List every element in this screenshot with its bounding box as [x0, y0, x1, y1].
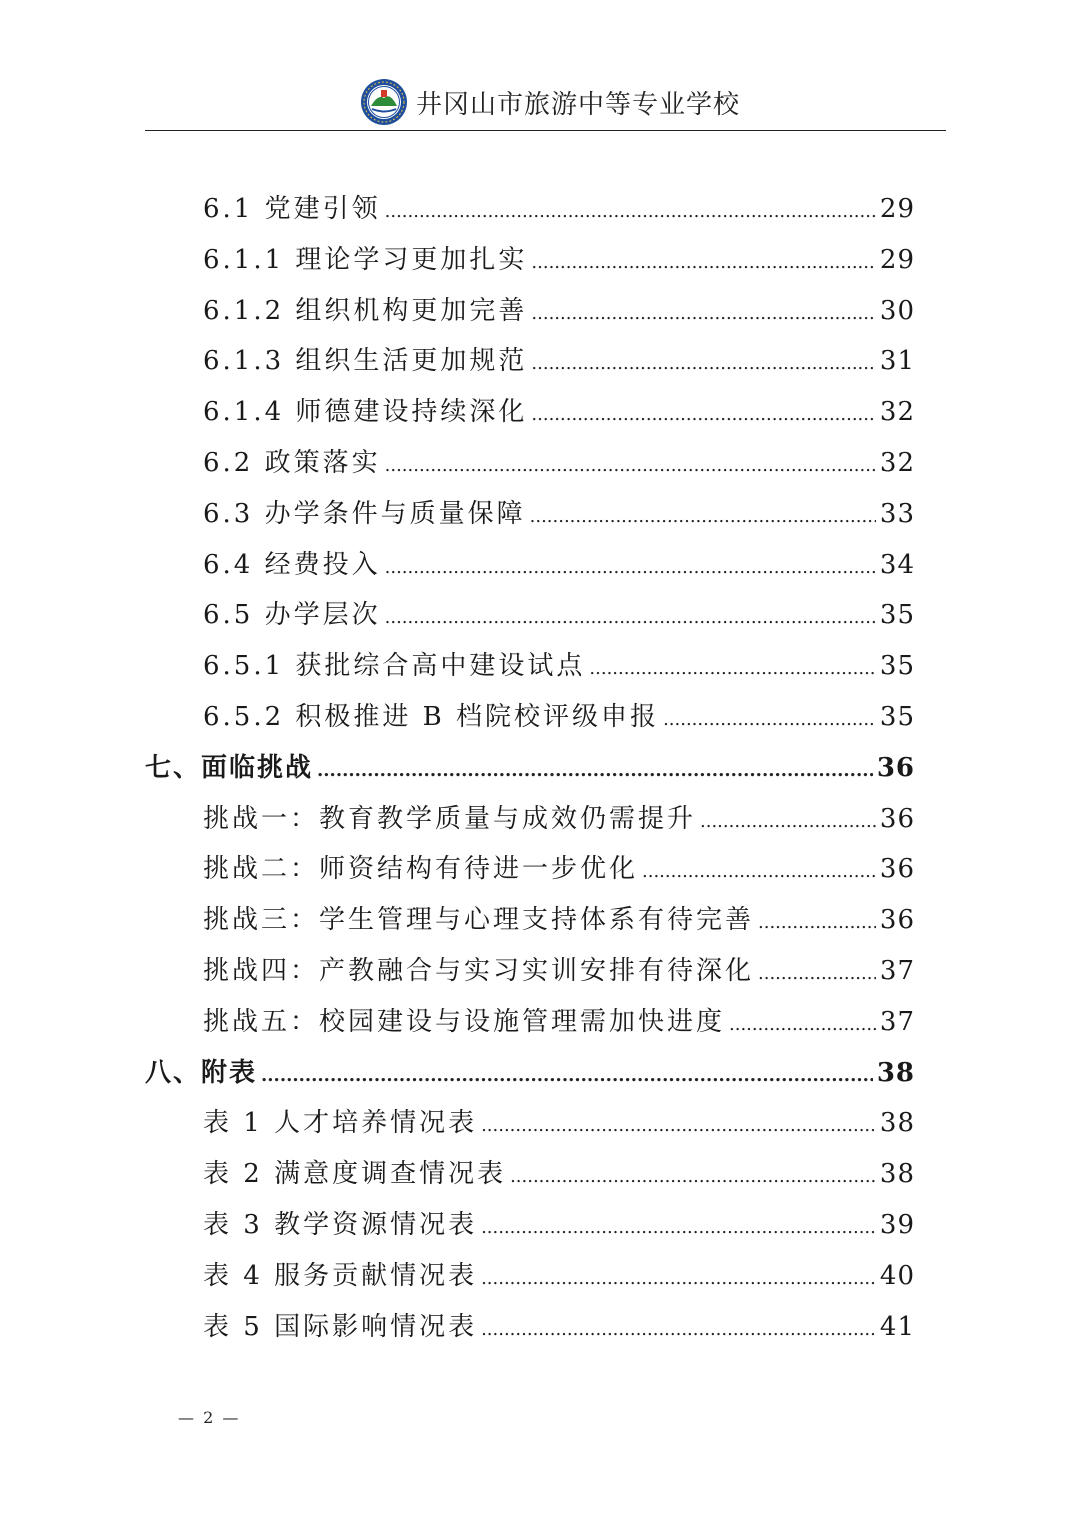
toc-entry-label: 七、面临挑战 — [145, 752, 314, 783]
toc-leader-dots — [385, 438, 876, 491]
toc-entry[interactable] — [145, 1149, 915, 1200]
toc-entry[interactable] — [145, 336, 915, 387]
table-of-contents — [145, 184, 915, 1352]
toc-entry-label: 挑战一：教育教学质量与成效仍需提升 — [203, 803, 697, 834]
toc-entry-label: 表 1 人才培养情况表 — [203, 1108, 478, 1139]
toc-entry-page: 35 — [879, 600, 915, 631]
toc-entry[interactable] — [145, 1048, 915, 1099]
toc-leader-dots — [481, 1200, 876, 1253]
toc-leader-dots — [531, 336, 875, 389]
toc-entry-label: 6.2 政策落实 — [203, 447, 381, 478]
toc-entry-label: 挑战二：师资结构有待进一步优化 — [203, 854, 639, 885]
page-header — [145, 74, 946, 131]
toc-entry-label: 挑战三：学生管理与心理支持体系有待完善 — [203, 905, 755, 936]
toc-entry[interactable] — [145, 438, 915, 489]
toc-leader-dots — [481, 1302, 876, 1355]
toc-entry[interactable] — [145, 1098, 915, 1149]
toc-entry[interactable] — [145, 387, 915, 438]
header-title-group — [360, 78, 740, 126]
toc-entry-page: 29 — [879, 194, 915, 224]
toc-leader-dots — [510, 1149, 876, 1202]
toc-entry-page: 36 — [876, 752, 915, 783]
toc-entry-label: 八、附表 — [145, 1057, 258, 1088]
toc-entry-label: 6.1.2 组织机构更加完善 — [203, 295, 528, 326]
toc-entry[interactable] — [145, 946, 915, 997]
toc-leader-dots — [531, 286, 875, 339]
toc-entry-page: 36 — [879, 854, 915, 885]
toc-entry-label: 6.5.2 积极推进 B 档院校评级申报 — [203, 701, 660, 732]
toc-entry-label: 6.1 党建引领 — [203, 194, 381, 224]
toc-leader-dots — [481, 1251, 876, 1304]
toc-entry-page: 32 — [879, 397, 915, 428]
toc-leader-dots — [758, 946, 876, 999]
toc-entry-page: 39 — [879, 1209, 915, 1240]
toc-entry-page: 33 — [879, 498, 915, 529]
toc-leader-dots — [663, 692, 876, 745]
school-emblem-icon — [360, 78, 408, 126]
toc-entry-page: 29 — [879, 244, 915, 275]
toc-entry-page: 40 — [879, 1260, 915, 1291]
toc-entry-page: 30 — [879, 295, 915, 326]
toc-entry-page: 41 — [879, 1311, 915, 1342]
toc-entry[interactable] — [145, 895, 915, 946]
toc-entry-page: 38 — [879, 1108, 915, 1139]
toc-entry-label: 表 5 国际影响情况表 — [203, 1311, 478, 1342]
toc-leader-dots — [481, 1098, 876, 1151]
toc-entry-page: 36 — [879, 803, 915, 834]
toc-entry[interactable] — [145, 641, 915, 692]
toc-entry-label: 表 4 服务贡献情况表 — [203, 1260, 478, 1291]
toc-entry-page: 36 — [879, 905, 915, 936]
toc-entry-label: 6.5 办学层次 — [203, 600, 381, 631]
toc-entry-label: 挑战四：产教融合与实习实训安排有待深化 — [203, 955, 755, 986]
toc-entry-page: 34 — [879, 549, 915, 580]
toc-leader-dots — [385, 540, 876, 593]
toc-entry[interactable] — [145, 286, 915, 337]
toc-entry-page: 38 — [876, 1057, 915, 1088]
toc-entry-page: 32 — [879, 447, 915, 478]
toc-entry-page: 35 — [879, 701, 915, 732]
toc-entry[interactable] — [145, 743, 915, 794]
toc-entry-page: 31 — [879, 346, 915, 377]
toc-entry[interactable] — [145, 997, 915, 1048]
toc-leader-dots — [531, 387, 875, 440]
toc-entry-label: 挑战五：校园建设与设施管理需加快进度 — [203, 1006, 726, 1037]
toc-entry-label: 6.1.1 理论学习更加扎实 — [203, 244, 528, 275]
school-name: 井冈山市旅游中等专业学校 — [416, 89, 741, 120]
toc-entry-page: 38 — [879, 1159, 915, 1190]
toc-entry[interactable] — [145, 1251, 915, 1302]
toc-leader-dots — [531, 235, 875, 288]
toc-entry[interactable] — [145, 1200, 915, 1251]
toc-entry[interactable] — [145, 540, 915, 591]
toc-leader-dots — [642, 844, 876, 897]
toc-entry[interactable] — [145, 590, 915, 641]
toc-entry-label: 6.1.4 师德建设持续深化 — [203, 397, 528, 428]
toc-leader-dots — [589, 641, 875, 694]
toc-leader-dots — [530, 489, 876, 542]
toc-entry[interactable] — [145, 184, 915, 235]
toc-entry[interactable] — [145, 794, 915, 845]
toc-leader-dots — [385, 590, 876, 643]
toc-entry[interactable] — [145, 489, 915, 540]
toc-leader-dots — [758, 895, 876, 948]
toc-entry-label: 6.3 办学条件与质量保障 — [203, 498, 526, 529]
toc-entry-page: 37 — [879, 1006, 915, 1037]
toc-entry[interactable] — [145, 235, 915, 286]
toc-entry[interactable] — [145, 1302, 915, 1353]
toc-entry-label: 6.4 经费投入 — [203, 549, 381, 580]
toc-entry-page: 37 — [879, 955, 915, 986]
toc-entry-label: 6.5.1 获批综合高中建设试点 — [203, 651, 586, 682]
toc-leader-dots — [261, 1048, 873, 1101]
toc-entry-label: 表 2 满意度调查情况表 — [203, 1159, 507, 1190]
toc-leader-dots — [700, 794, 876, 847]
toc-entry-page: 35 — [879, 651, 915, 682]
toc-entry[interactable] — [145, 844, 915, 895]
toc-entry[interactable] — [145, 692, 915, 743]
page-number: — 2 — — [178, 1408, 241, 1427]
toc-entry-label: 6.1.3 组织生活更加规范 — [203, 346, 528, 377]
toc-leader-dots — [729, 997, 876, 1050]
toc-entry-label: 表 3 教学资源情况表 — [203, 1209, 478, 1240]
toc-leader-dots — [317, 743, 873, 796]
toc-leader-dots — [385, 184, 876, 237]
